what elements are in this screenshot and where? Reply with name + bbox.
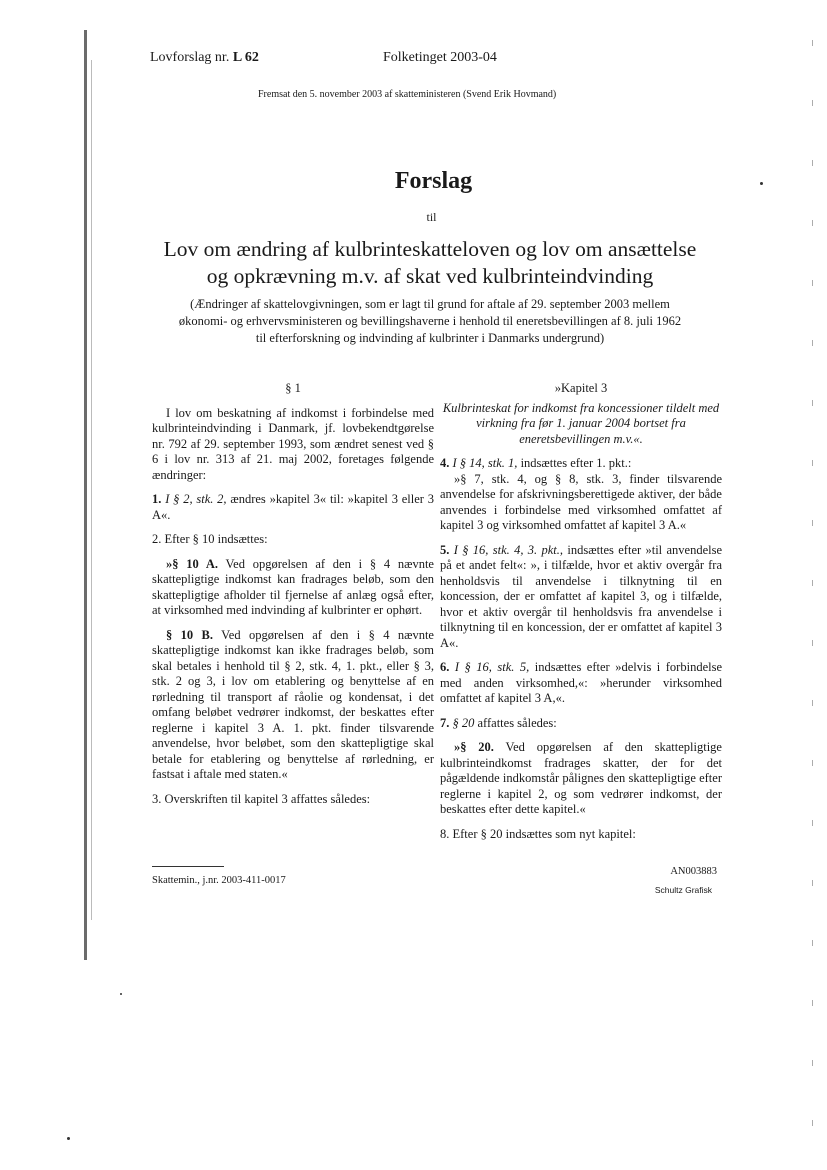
- paragraph-text: Ved opgørelsen af den skattepligtige kulbrinteindkomst fradrages skatter, der for det pågældende indkomstår pålignes den skattepligtige efter reglerne i kapitel 2, og som vedrører indkomst, der beskattes efter dette kapitel.«: [440, 740, 722, 816]
- journal-number: Skattemin., j.nr. 2003-411-0017: [152, 875, 286, 886]
- scan-speck: [67, 1137, 70, 1140]
- paragraph-10a: [152, 557, 434, 619]
- paragraph-text: Ved opgørelsen af den i § 4 nævnte skattepligtige indkomst kan fradrages beløb, som den skattepligtige afholder til fjernelse af anlæg også efter, at virksomhed med indvinding af kulbrinter er ophørt.: [152, 556, 434, 617]
- item-quote: »§ 7, stk. 4, og § 8, stk. 3, finder tilsvarende anvendelse for afskrivningsberettigede aktiver, der både anvendes i forbindelse med virksomhed omfattet af kapitel 3 og virksomhed omfattet af kapitel 3 A.«: [440, 471, 722, 532]
- til-line: [0, 210, 827, 225]
- amendment-item-6: [440, 660, 722, 707]
- amendment-item-7: [440, 716, 722, 732]
- right-column: [440, 381, 722, 842]
- bill-prefix: Lovforslag nr.: [150, 50, 230, 65]
- til-word: til: [426, 210, 437, 224]
- item-reference: I § 16, stk. 5,: [454, 660, 530, 674]
- law-subtitle: [140, 296, 720, 347]
- amendment-item-2: 2. Efter § 10 indsættes:: [152, 532, 268, 546]
- amendment-item-5: [440, 543, 722, 652]
- amendment-item-3: 3. Overskriften til kapitel 3 affattes således:: [152, 791, 371, 806]
- parliament-session: Folketinget 2003-04: [383, 50, 497, 65]
- document-title: [0, 168, 827, 195]
- bill-label: [150, 50, 259, 66]
- scan-edge-right: [812, 40, 813, 1140]
- item-reference: § 20: [452, 715, 475, 730]
- item-number: 7.: [440, 715, 450, 730]
- item-text: indsættes efter »delvis i forbindelse med anden virksomhed,«: »herunder virksomhed omfattet af kapitel 3 A,«.: [440, 660, 722, 705]
- item-number: 6.: [440, 660, 450, 674]
- law-subtitle-line: til efterforskning og indvinding af kulbrinter i Danmarks undergrund): [255, 331, 605, 345]
- law-title-line: og opkrævning m.v. af skat ved kulbrinteindvinding: [206, 264, 654, 288]
- law-title-line: Lov om ændring af kulbrinteskatteloven og lov om ansættelse: [163, 237, 697, 261]
- item-number: 5.: [440, 542, 450, 557]
- footnote-rule: [152, 866, 224, 867]
- item-reference: I § 2, stk. 2,: [165, 492, 227, 506]
- presented-line: Fremsat den 5. november 2003 af skatteministeren (Svend Erik Hovmand): [258, 89, 557, 100]
- law-subtitle-line: økonomi- og erhvervsministeren og bevillingshaverne i henhold til eneretsbevillingen af 8. juli 1962: [178, 314, 682, 328]
- chapter-subtitle: Kulbrinteskat for indkomst fra koncessioner tildelt med virkning fra før 1. januar 2004 bortset fra eneretsbevillingen m.v.«.: [442, 400, 720, 446]
- chapter-heading: »Kapitel 3: [554, 381, 608, 395]
- item-text: indsættes efter »til anvendelse på et andet felt«: », i tilfælde, hvor et aktiv overgår fra henholdsvis til anvendelse i tilknytning til en koncession, der er omfattet af kapitel 3, og i tilfælde, hvor et aktiv overgår til henholdsvis fra anvendelse i tilknytning til en koncession, der er omfattet af kapitel 3 A«.: [440, 542, 723, 650]
- item-number: 1.: [152, 492, 162, 506]
- amendment-item-1: [152, 492, 434, 523]
- paragraph-text: Ved opgørelsen af den i § 4 nævnte skattepligtige indkomst kan ikke fradrages beløb, som skal betales i henhold til § 2, stk. 4, 1. pkt., eller § 3, stk. 2 og 3, i lov om etablering og benyttelse af en rørledning til transport af råolie og kondensat, i det omfang beløbet vedrører indkomst, der beskattes efter reglerne i kapitel 3 A. 1. pkt. finder tilsvarende anvendelse, hvor beløbet, som den skattepligtige skal betale for etablering og benyttelse af rørledning, er fastsat i aftale med staten.«: [152, 627, 434, 781]
- paragraph-label: »§ 10 A.: [166, 556, 218, 571]
- amendment-item-8: 8. Efter § 20 indsættes som nyt kapitel:: [440, 826, 636, 841]
- printer-name: Schultz Grafisk: [654, 885, 712, 895]
- item-text: indsættes efter 1. pkt.:: [520, 456, 632, 470]
- paragraph-label: § 10 B.: [166, 627, 213, 642]
- paragraph-label: »§ 20.: [454, 740, 494, 754]
- forslag-heading: Forslag: [394, 168, 473, 194]
- bill-number: L 62: [232, 50, 259, 65]
- item-text: affattes således:: [477, 715, 557, 730]
- paragraph-20: [440, 740, 722, 818]
- scan-speck: [120, 993, 122, 995]
- left-column: [152, 381, 434, 807]
- item-text: ændres »kapitel 3« til: »kapitel 3 eller 3 A«.: [152, 492, 435, 522]
- paragraph-10b: [152, 628, 434, 783]
- item-reference: I § 14, stk. 1,: [452, 456, 518, 470]
- law-title: [100, 236, 760, 290]
- item-reference: I § 16, stk. 4, 3. pkt.,: [453, 542, 564, 557]
- amendment-item-4: [440, 456, 722, 472]
- section-heading: § 1: [285, 381, 301, 395]
- item-number: 4.: [440, 456, 450, 470]
- section-intro: I lov om beskatning af indkomst i forbindelse med kulbrinteindvinding i Danmark, jf. lovbekendtgørelse nr. 792 af 29. september 1993, som ændret senest ved § 6 i lov nr. 313 af 21. maj 2002, foretages følgende ændringer:: [152, 405, 434, 482]
- law-subtitle-line: (Ændringer af skattelovgivningen, som er lagt til grund for aftale af 29. september 2003 mellem: [190, 297, 670, 311]
- document-code: AN003883: [670, 866, 717, 877]
